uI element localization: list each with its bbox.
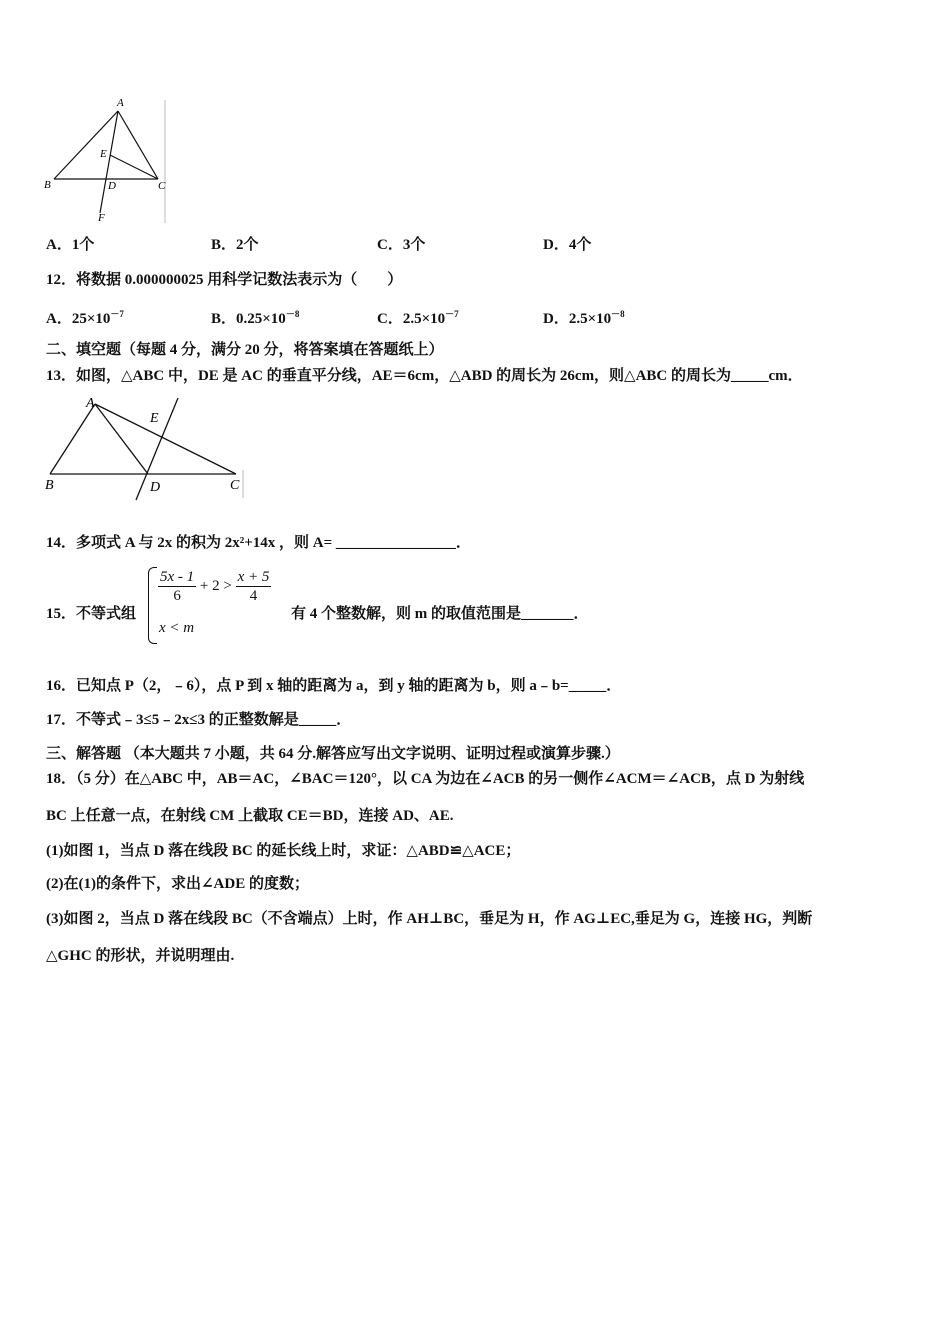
q12-stem: 12．将数据 0.000000025 用科学记数法表示为（ ） bbox=[46, 272, 403, 288]
q15-den-2: 4 bbox=[249, 588, 258, 604]
q11-option-a: A．1个 bbox=[46, 237, 95, 253]
q11-label-f: F bbox=[98, 212, 105, 224]
q15-prefix: 15．不等式组 bbox=[46, 606, 137, 622]
q15-num-1: 5x - 1 bbox=[160, 569, 195, 585]
q12-option-b bbox=[211, 304, 299, 329]
q15-mid: + 2 > bbox=[199, 578, 232, 594]
q13-label-b: B bbox=[45, 478, 54, 493]
q15-num-2: x + 5 bbox=[237, 569, 270, 585]
q18-part-3: (3)如图 2，当点 D 落在线段 BC（不含端点）上时，作 AH⊥BC，垂足为 H，作 AG⊥EC,垂足为 G，连接 HG，判断 bbox=[46, 911, 813, 927]
q15-den-1: 6 bbox=[173, 588, 181, 604]
q12-option-d-text: D．2.5×10 bbox=[543, 311, 612, 327]
q15-frac-1 bbox=[158, 568, 196, 605]
q12-option-c-text: C．2.5×10 bbox=[377, 311, 446, 327]
q13-label-c: C bbox=[230, 478, 240, 493]
q13-label-a: A bbox=[86, 396, 95, 411]
q12-option-d bbox=[543, 304, 625, 329]
q13-stem: 13．如图，△ABC 中，DE 是 AC 的垂直平分线，AE＝6cm，△ABD 的周长为 26cm，则△ABC 的周长为_____cm． bbox=[46, 368, 803, 384]
section-2-heading: 二、填空题（每题 4 分，满分 20 分，将答案填在答题纸上） bbox=[46, 342, 444, 358]
q12-option-c-exp: －7 bbox=[445, 309, 459, 319]
q18-line-1: 18．（5 分）在△ABC 中，AB＝AC，∠BAC＝120°，以 CA 为边在∠ACB 的另一侧作∠ACM＝∠ACB，点 D 为射线 bbox=[46, 771, 805, 787]
q11-option-b: B．2个 bbox=[211, 237, 259, 253]
q11-label-e: E bbox=[100, 148, 107, 160]
q16-stem: 16．已知点 P（2，﹣6），点 P 到 x 轴的距离为 a，到 y 轴的距离为 b，则 a﹣b=_____． bbox=[46, 678, 622, 694]
q11-option-c: C．3个 bbox=[377, 237, 426, 253]
q11-figure bbox=[40, 95, 175, 225]
q15-suffix: 有 4 个整数解，则 m 的取值范围是_______． bbox=[291, 606, 589, 622]
q11-option-d: D．4个 bbox=[543, 237, 592, 253]
q18-part-2: (2)在(1)的条件下，求出∠ADE 的度数； bbox=[46, 876, 309, 892]
q12-option-a bbox=[46, 304, 124, 329]
q12-option-a-exp: －7 bbox=[110, 309, 124, 319]
q12-option-c bbox=[377, 304, 459, 329]
q18-part-1: (1)如图 1，当点 D 落在线段 BC 的延长线上时，求证：△ABD≌△ACE； bbox=[46, 843, 521, 859]
q14-stem: 14．多项式 A 与 2x 的积为 2x²+14x ，则 A= ________________． bbox=[46, 535, 471, 551]
q18-part-3-cont: △GHC 的形状，并说明理由. bbox=[46, 948, 235, 964]
q13-label-e: E bbox=[150, 411, 159, 426]
q11-label-d: D bbox=[108, 180, 116, 192]
q18-line-2: BC 上任意一点，在射线 CM 上截取 CE＝BD，连接 AD、AE. bbox=[46, 808, 454, 824]
q13-label-d: D bbox=[150, 480, 161, 495]
q15-inequality-2: x < m bbox=[159, 620, 195, 636]
q12-option-a-text: A．25×10 bbox=[46, 311, 111, 327]
q15-inequality-1 bbox=[158, 568, 271, 605]
q12-option-b-text: B．0.25×10 bbox=[211, 311, 286, 327]
q11-label-a: A bbox=[117, 97, 124, 109]
q13-figure bbox=[40, 392, 255, 502]
q11-label-c: C bbox=[158, 180, 166, 192]
q15-system-brace bbox=[148, 567, 157, 644]
q12-option-b-exp: －8 bbox=[285, 309, 300, 319]
section-3-heading: 三、解答题 （本大题共 7 小题，共 64 分.解答应写出文字说明、证明过程或演算步骤.） bbox=[46, 746, 620, 762]
q12-option-d-exp: －8 bbox=[611, 309, 625, 319]
q11-label-b: B bbox=[44, 179, 51, 191]
q17-stem: 17．不等式﹣3≤5﹣2x≤3 的正整数解是_____． bbox=[46, 712, 352, 728]
q15-frac-2 bbox=[236, 568, 272, 605]
